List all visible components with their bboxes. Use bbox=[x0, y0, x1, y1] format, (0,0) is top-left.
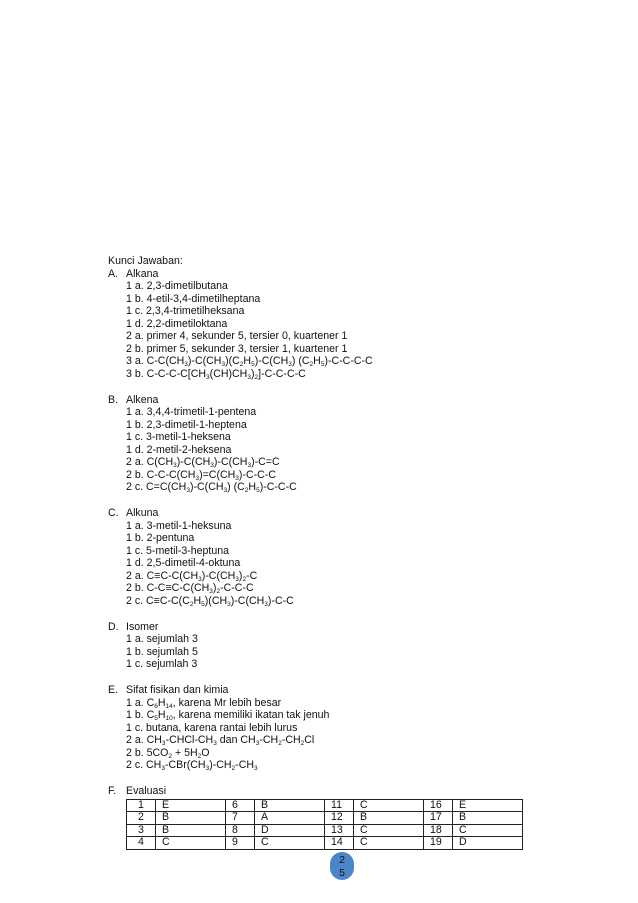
page-number-line1: 2 bbox=[339, 854, 345, 866]
section-label: Sifat fisikan dan kimia bbox=[126, 684, 229, 696]
table-cell: D bbox=[255, 824, 325, 837]
list-item: 1 b. 2,3-dimetil-1-heptena bbox=[126, 418, 247, 431]
section-label: Alkana bbox=[126, 267, 159, 280]
list-item: 1 a. $C_6H_{14}$, karena Mr lebih besar bbox=[126, 696, 282, 710]
table-cell: E bbox=[453, 799, 523, 812]
table-cell: B bbox=[255, 799, 325, 812]
section-b-items bbox=[108, 406, 578, 494]
table-cell: B bbox=[156, 824, 226, 837]
table-cell: C bbox=[354, 824, 424, 837]
section-c-items bbox=[108, 520, 578, 608]
table-cell: B bbox=[156, 812, 226, 825]
section-label: Isomer bbox=[126, 620, 159, 633]
list-item: 1 a. 3,4,4-trimetil-1-pentena bbox=[126, 406, 257, 418]
section-label: Evaluasi bbox=[126, 785, 167, 797]
table-row bbox=[127, 824, 523, 837]
table-cell: 13 bbox=[325, 824, 354, 837]
page-number-badge bbox=[330, 852, 354, 880]
page-number-line2: 5 bbox=[339, 867, 345, 879]
list-item: 3 a. $C-C(CH_3)-C(CH_3)(C_2H_5)-C(CH_3)$ $(C_2H_5)-C-C-C-C$ bbox=[126, 355, 373, 368]
section-label: Alkuna bbox=[126, 507, 159, 519]
table-cell: 12 bbox=[325, 812, 354, 825]
list-item: 1 c. 5-metil-3-heptuna bbox=[126, 544, 230, 557]
list-item: 2 b. $5CO_2 + 5H_2O$ bbox=[126, 746, 210, 760]
list-item: 1 b. sejumlah 5 bbox=[126, 645, 198, 658]
section-f-title bbox=[108, 785, 578, 798]
list-item: 3 b. $C-C-C-C[CH_3(CH)CH_3)_2]-C-C-C-C$ bbox=[126, 367, 306, 381]
table-cell: C bbox=[156, 837, 226, 850]
table-cell: 2 bbox=[127, 812, 156, 825]
table-cell: C bbox=[354, 799, 424, 812]
list-item: 1 c. butana, karena rantai lebih lurus bbox=[126, 721, 298, 734]
table-cell: 11 bbox=[325, 799, 354, 812]
section-letter: F. bbox=[108, 785, 117, 797]
section-d-items bbox=[108, 633, 578, 671]
list-item: 2 c. $C=C(CH_3)-C(CH_3)$ $(C_2H_5)-C-C-C$ bbox=[126, 481, 297, 494]
section-a-items bbox=[108, 280, 578, 380]
section-d-title bbox=[108, 621, 578, 634]
table-cell: C bbox=[255, 837, 325, 850]
list-item: 1 c. sejumlah 3 bbox=[126, 658, 198, 670]
section-label: Alkena bbox=[126, 393, 159, 406]
page-heading: Kunci Jawaban: bbox=[108, 255, 183, 267]
list-item: 1 b. 4-etil-3,4-dimetilheptana bbox=[126, 292, 261, 305]
section-letter: B. bbox=[108, 393, 119, 406]
section-letter: E. bbox=[108, 684, 119, 696]
list-item: 1 c. 3-metil-1-heksena bbox=[126, 431, 231, 443]
list-item: 2 c. $C\equiv C-C(C_2H_5)(CH_3)-C(CH_3)-C-C$ bbox=[126, 594, 294, 608]
list-item: 1 c. 2,3,4-trimetilheksana bbox=[126, 305, 245, 317]
list-item: 2 a. $C(CH_3)-C(CH_3)-C(CH_3)-C=C$ bbox=[126, 456, 280, 469]
table-cell: 8 bbox=[226, 824, 255, 837]
list-item: 2 a. $CH_3-CHCl-CH_3$ dan $CH_3-CH_2-CH_2Cl$ bbox=[126, 734, 315, 747]
table-cell: B bbox=[354, 812, 424, 825]
table-cell: 18 bbox=[424, 824, 453, 837]
table-cell: 1 bbox=[127, 799, 156, 812]
table-cell: B bbox=[453, 812, 523, 825]
section-a-title bbox=[108, 268, 578, 281]
section-letter: A. bbox=[108, 267, 119, 280]
section-b-title bbox=[108, 394, 578, 407]
table-cell: 7 bbox=[226, 812, 255, 825]
table-cell: D bbox=[453, 837, 523, 850]
table-cell: 16 bbox=[424, 799, 453, 812]
list-item: 2 b. $C-C-C(CH_3)=C(CH_3)-C-C-C$ bbox=[126, 468, 276, 482]
table-row bbox=[127, 837, 523, 850]
table-cell: 19 bbox=[424, 837, 453, 850]
section-e-items bbox=[108, 697, 578, 772]
table-cell: 6 bbox=[226, 799, 255, 812]
table-cell: 9 bbox=[226, 837, 255, 850]
list-item: 2 b. $C-C\equiv C-C(CH_3)_2-C-C-C$ bbox=[126, 582, 254, 595]
section-letter: C. bbox=[108, 507, 119, 519]
list-item: 1 b. 2-pentuna bbox=[126, 532, 195, 544]
section-letter: D. bbox=[108, 620, 119, 633]
list-item: 1 b. $C_5H_{10}$, karena memiliki ikatan tak jenuh bbox=[126, 709, 330, 722]
answer-key bbox=[108, 255, 578, 850]
list-item: 2 a. $C\equiv C-C(CH_3)-C(CH_3)_2-C$ bbox=[126, 569, 258, 583]
list-item: 2 a. primer 4, sekunder 5, tersier 0, kuartener 1 bbox=[126, 330, 348, 342]
list-item: 2 b. primer 5, sekunder 3, tersier 1, kuartener 1 bbox=[126, 342, 348, 355]
evaluation-table bbox=[126, 799, 523, 850]
table-cell: 17 bbox=[424, 812, 453, 825]
section-e-title bbox=[108, 684, 578, 697]
table-cell: 14 bbox=[325, 837, 354, 850]
table-cell: A bbox=[255, 812, 325, 825]
list-item: 1 d. 2,2-dimetiloktana bbox=[126, 317, 228, 330]
list-item: 1 d. 2,5-dimetil-4-oktuna bbox=[126, 557, 241, 569]
list-item: 1 a. sejumlah 3 bbox=[126, 633, 198, 645]
table-row bbox=[127, 812, 523, 825]
section-c-title bbox=[108, 507, 578, 520]
table-cell: 4 bbox=[127, 837, 156, 850]
table-row bbox=[127, 799, 523, 812]
table-cell: 3 bbox=[127, 824, 156, 837]
list-item: 1 a. 2,3-dimetilbutana bbox=[126, 280, 228, 292]
table-cell: E bbox=[156, 799, 226, 812]
list-item: 1 a. 3-metil-1-heksuna bbox=[126, 519, 232, 532]
list-item: 1 d. 2-metil-2-heksena bbox=[126, 443, 232, 456]
table-cell: C bbox=[354, 837, 424, 850]
table-cell: C bbox=[453, 824, 523, 837]
list-item: 2 c. $CH_3-CBr(CH_3)-CH_2-CH_3$ bbox=[126, 759, 258, 772]
